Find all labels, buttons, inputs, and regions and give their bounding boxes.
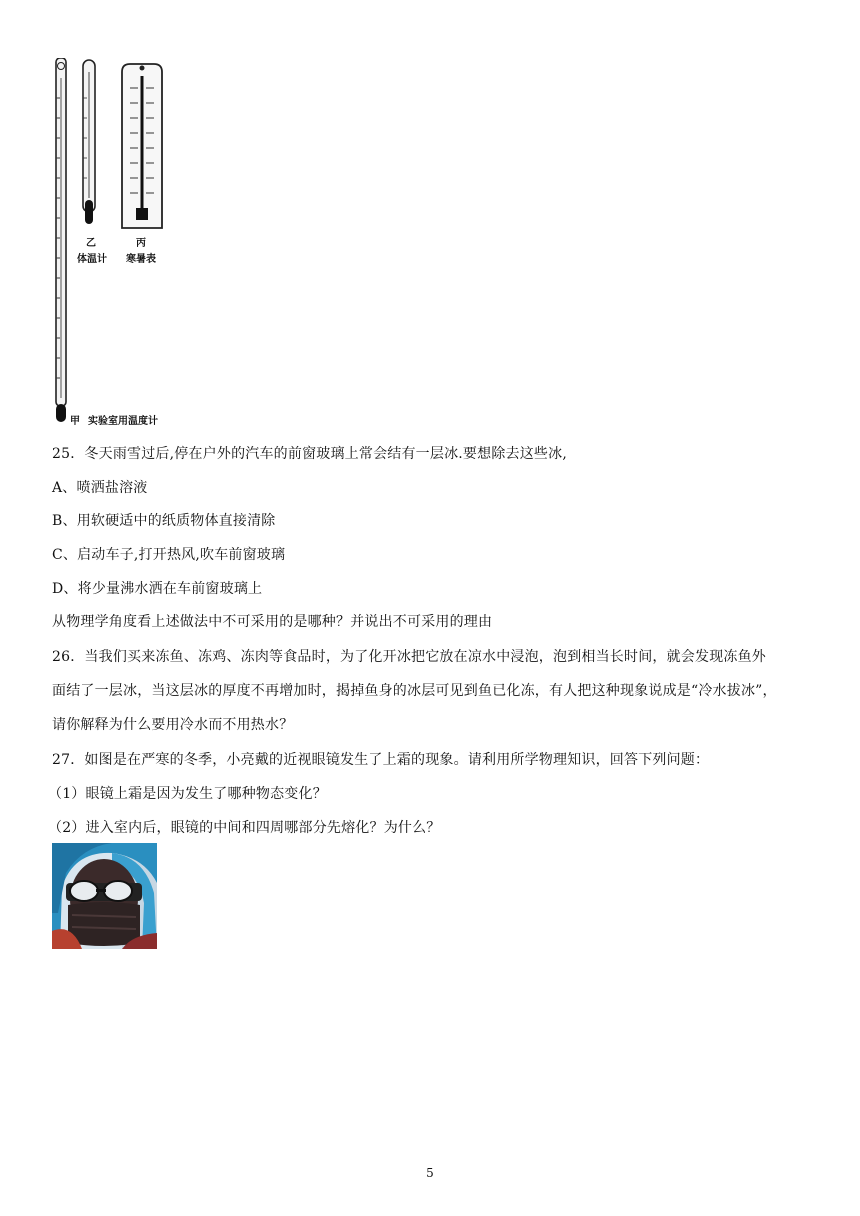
label-jia: 甲	[70, 416, 80, 427]
q27-stem: 27．如图是在严寒的冬季，小亮戴的近视眼镜发生了上霜的现象。请利用所学物理知识，回答下列问题：	[52, 752, 710, 768]
q26-line-3: 请你解释为什么要用冷水而不用热水？	[52, 717, 294, 733]
q25-stem: 25．冬天雨雪过后,停在户外的汽车的前窗玻璃上常会结有一层冰.要想除去这些冰,	[52, 446, 567, 462]
lab-thermometer	[56, 58, 66, 422]
person-with-frosted-glasses-image	[52, 843, 157, 949]
q25-option-b: B、用软硬适中的纸质物体直接清除	[52, 513, 276, 529]
q27-sub-1: （1）眼镜上霜是因为发生了哪种物态变化？	[48, 786, 327, 802]
wall-thermometer	[122, 64, 162, 228]
caption-wall-thermometer: 寒暑表	[126, 254, 156, 265]
q26-line-2: 面结了一层冰，当这层冰的厚度不再增加时，揭掉鱼身的冰层可见到鱼已化冻，有人把这种现象说成是“冷水拔冰”，	[52, 683, 777, 699]
q25-question: 从物理学角度看上述做法中不可采用的是哪种？并说出不可采用的理由	[52, 614, 493, 630]
page-number: 5	[426, 1166, 434, 1180]
label-bing: 丙	[136, 238, 146, 249]
frosted-glasses-photo	[52, 843, 157, 949]
caption-clinical-thermometer: 体温计	[77, 254, 107, 265]
q26-line-1: 26．当我们买来冻鱼、冻鸡、冻肉等食品时，为了化开冰把它放在凉水中浸泡，泡到相当长时间，就会发现冻鱼外	[52, 649, 767, 665]
q25-option-a: A、喷洒盐溶液	[52, 480, 148, 496]
caption-lab-thermometer: 实验室用温度计	[88, 416, 158, 427]
thermometer-figure	[50, 58, 190, 430]
label-yi: 乙	[86, 238, 96, 249]
clinical-thermometer	[83, 60, 95, 224]
thermometers-illustration	[50, 58, 190, 430]
q25-option-d: D、将少量沸水洒在车前窗玻璃上	[52, 581, 263, 597]
q27-sub-2: （2）进入室内后，眼镜的中间和四周哪部分先熔化？为什么？	[48, 820, 441, 836]
q25-option-c: C、启动车子,打开热风,吹车前窗玻璃	[52, 547, 286, 563]
